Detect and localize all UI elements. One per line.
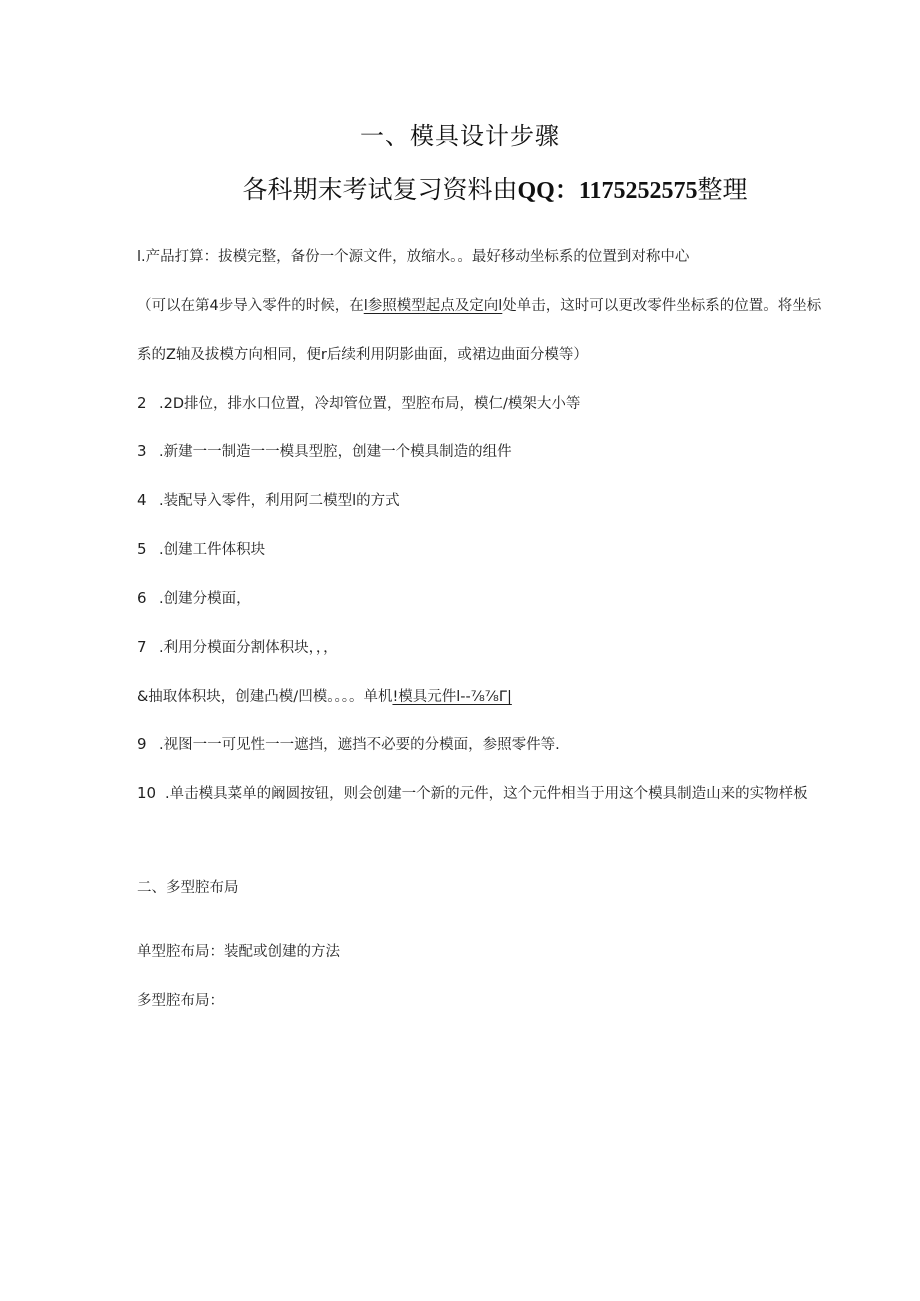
section-2-heading: 二、多型腔布局 (137, 880, 239, 896)
step-8-text: &抽取体积块，创建凸模/凹模。。。。单机 (137, 689, 393, 705)
step-6-text: .创建分模面， (159, 591, 251, 607)
step-3 (137, 440, 512, 461)
step-6 (137, 587, 251, 608)
step-4-number: 4 (137, 491, 147, 509)
step-4-text: .装配导入零件，利用阿二模型l的方式 (159, 493, 400, 509)
step-2-number: 2 (137, 394, 147, 412)
step-6-number: 6 (137, 589, 147, 607)
step-1-note-line-1 (137, 294, 821, 315)
step-8 (137, 685, 512, 706)
step-5-number: 5 (137, 540, 147, 558)
document-subtitle (0, 170, 920, 206)
document-title: 一、模具设计步骤 (360, 122, 560, 150)
multi-cavity-layout: 多型腔布局： (137, 993, 224, 1009)
step-5-text: .创建工件体积块 (159, 542, 266, 558)
step-2-text: .2D排位，排水口位置，冷却管位置，型腔布局，模仁/模架大小等 (159, 396, 581, 412)
subtitle-prefix: 各科期末考试复习资料由 (242, 175, 518, 204)
step-2 (137, 392, 580, 413)
subtitle-suffix: 整理 (697, 175, 748, 204)
step-8-underlined: !模具元件l--⅞⅞Γ| (392, 689, 512, 705)
step-7-number: 7 (137, 638, 147, 656)
subtitle-qq: QQ：1175252575 (517, 178, 698, 204)
step-10-number: 10 (137, 784, 157, 802)
step-1: l.产品打算：拔模完整，备份一个源文件，放缩水。。最好移动坐标系的位置到对称中心 (137, 249, 690, 265)
step-9-text: .视图一一可见性一一遮挡，遮挡不必要的分模面，参照零件等. (159, 737, 560, 753)
step-10 (137, 782, 808, 803)
step-7-text: .利用分模面分割体积块，，， (159, 640, 338, 656)
step-4 (137, 489, 400, 510)
step-3-text: .新建一一制造一一模具型腔，创建一个模具制造的组件 (159, 444, 512, 460)
step-1-note-line-2: 系的Z轴及拔模方向相同，便r后续利用阴影曲面，或裙边曲面分模等） (137, 347, 588, 363)
step-3-number: 3 (137, 442, 147, 460)
step-10-text: .单击模具菜单的阚圆按钮，则会创建一个新的元件，这个元件相当于用这个模具制造山来的实物样板 (165, 786, 808, 802)
step-1-note-underlined: l参照模型起点及定向l (363, 298, 503, 314)
step-1-note-text-a: （可以在第4步导入零件的时候，在 (137, 298, 364, 314)
step-1-note-text-b: 处单击，这时可以更改零件坐标系的位置。将坐标 (502, 298, 822, 314)
single-cavity-layout: 单型腔布局：装配或创建的方法 (137, 944, 340, 960)
step-9-number: 9 (137, 735, 147, 753)
step-7 (137, 636, 338, 657)
step-9 (137, 733, 560, 754)
step-5 (137, 538, 265, 559)
